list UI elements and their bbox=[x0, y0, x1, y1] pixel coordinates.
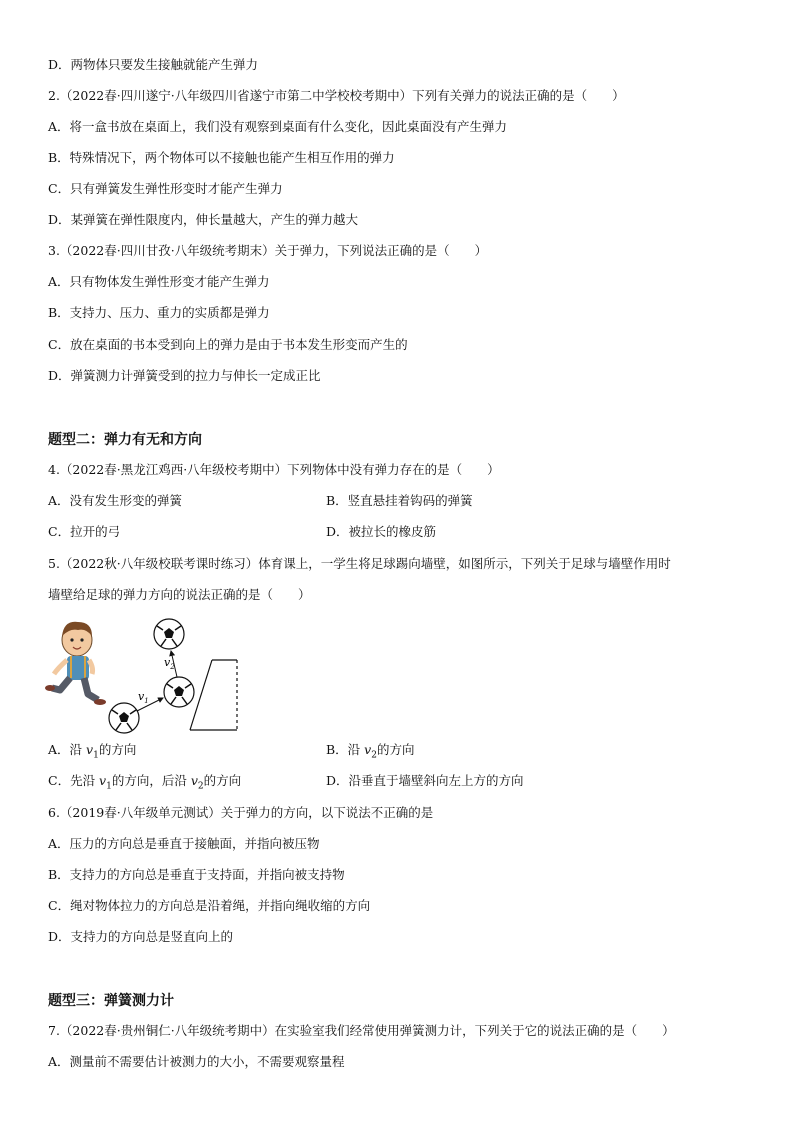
football-3 bbox=[154, 619, 184, 649]
section-heading-2: 题型二：弹力有无和方向 bbox=[48, 432, 202, 448]
q7-option-a: A．测量前不需要估计被测力的大小，不需要观察量程 bbox=[48, 1054, 345, 1069]
q2-option-a: A．将一盒书放在桌面上，我们没有观察到桌面有什么变化，因此桌面没有产生弹力 bbox=[48, 119, 508, 134]
question-5-cont: 墙壁给足球的弹力方向的说法正确的是（ ） bbox=[48, 587, 311, 602]
question-3: 3.（2022春·四川甘孜·八年级统考期末）关于弹力，下列说法正确的是（ ） bbox=[48, 243, 488, 258]
q5-option-c: C．先沿 $v_1$的方向，后沿 $v_2$的方向 bbox=[48, 773, 242, 792]
q6-option-b: B．支持力的方向总是垂直于支持面，并指向被支持物 bbox=[48, 867, 345, 882]
q3-option-d: D．弹簧测力计弹簧受到的拉力与伸长一定成正比 bbox=[48, 368, 321, 383]
q2-option-d: D．某弹簧在弹性限度内，伸长量越大，产生的弹力越大 bbox=[48, 212, 359, 227]
q4-option-d: D．被拉长的橡皮筋 bbox=[326, 524, 437, 539]
q3-option-b: B．支持力、压力、重力的实质都是弹力 bbox=[48, 305, 270, 320]
q2-option-b: B．特殊情况下，两个物体可以不接触也能产生相互作用的弹力 bbox=[48, 150, 395, 165]
q3-option-c: C．放在桌面的书本受到向上的弹力是由于书本发生形变而产生的 bbox=[48, 337, 408, 352]
q4-option-c: C．拉开的弓 bbox=[48, 524, 121, 539]
section-heading-3: 题型三：弹簧测力计 bbox=[48, 993, 174, 1009]
question-2: 2.（2022春·四川遂宁·八年级四川省遂宁市第二中学校校考期中）下列有关弹力的说法正确的是（ ） bbox=[48, 88, 625, 103]
q5-option-b: B．沿 $v_2$的方向 bbox=[326, 742, 415, 761]
question-7: 7.（2022春·贵州铜仁·八年级统考期中）在实验室我们经常使用弹簧测力计，下列关于它的说法正确的是（ ） bbox=[48, 1023, 675, 1038]
q3-option-a: A．只有物体发生弹性形变才能产生弹力 bbox=[48, 274, 270, 289]
q6-option-d: D．支持力的方向总是竖直向上的 bbox=[48, 929, 234, 944]
v1-label: $v_1$ bbox=[138, 690, 149, 705]
football-1 bbox=[109, 703, 139, 733]
football-wall-figure bbox=[40, 612, 290, 742]
question-4: 4.（2022春·黑龙江鸡西·八年级校考期中）下列物体中没有弹力存在的是（ ） bbox=[48, 462, 500, 477]
wall-shape bbox=[190, 660, 237, 730]
q4-option-a: A．没有发生形变的弹簧 bbox=[48, 493, 183, 508]
football-2 bbox=[164, 677, 194, 707]
question-6: 6.（2019春·八年级单元测试）关于弹力的方向，以下说法不正确的是 bbox=[48, 805, 434, 820]
question-5: 5.（2022秋·八年级校联考课时练习）体育课上，一学生将足球踢向墙壁，如图所示，下列关于足球与墙壁作用时 bbox=[48, 556, 671, 571]
q4-option-b: B．竖直悬挂着钩码的弹簧 bbox=[326, 493, 473, 508]
q1-option-d: D．两物体只要发生接触就能产生弹力 bbox=[48, 57, 259, 72]
q5-option-a: A．沿 $v_1$的方向 bbox=[48, 742, 137, 761]
q6-option-a: A．压力的方向总是垂直于接触面，并指向被压物 bbox=[48, 836, 320, 851]
q6-option-c: C．绳对物体拉力的方向总是沿着绳，并指向绳收缩的方向 bbox=[48, 898, 371, 913]
v2-label: $v_2$ bbox=[164, 656, 175, 671]
q5-option-d: D．沿垂直于墙壁斜向左上方的方向 bbox=[326, 773, 524, 788]
q2-option-c: C．只有弹簧发生弹性形变时才能产生弹力 bbox=[48, 181, 283, 196]
boy-illustration bbox=[45, 622, 106, 705]
